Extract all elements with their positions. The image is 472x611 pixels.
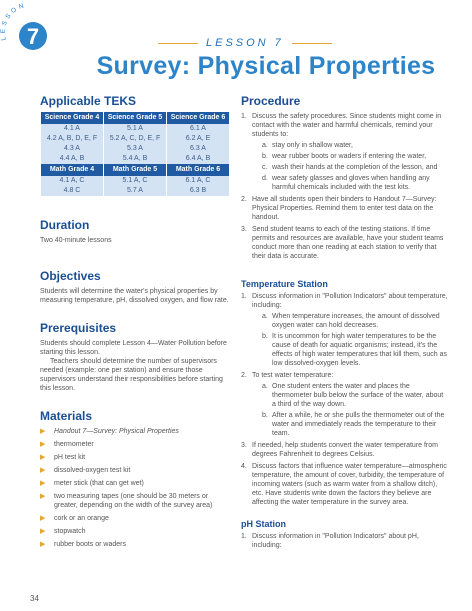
teks-header-row: [41, 164, 229, 176]
step-text: Discuss the safety procedures. Since students might come in contact with the water and harmful chemicals, remind your students to:: [252, 113, 442, 138]
teks-cell: 5.2 A, C, D, E, F: [104, 134, 166, 144]
teks-cell: 4.1 A, C: [41, 176, 103, 186]
teks-cell: 5.1 A: [104, 124, 166, 134]
material-text: rubber boots or waders: [54, 541, 126, 548]
teks-cell: 5.4 A, B: [104, 154, 166, 164]
step-text: Discuss information in "Pollution Indicators" about pH, including:: [252, 533, 419, 549]
teks-cell: 6.1 A: [167, 124, 229, 134]
step-item: [241, 112, 449, 192]
sub-step-item: [252, 141, 449, 150]
procedure-heading: Procedure: [241, 94, 301, 108]
teks-cell: 4.8 C: [41, 186, 103, 196]
step-number: 3.: [241, 442, 247, 449]
bullet-arrow-icon: ▶: [40, 515, 46, 522]
sub-step-list: [252, 141, 449, 192]
bullet-arrow-icon: ▶: [40, 528, 46, 535]
sub-step-text: One student enters the water and places the thermometer bulb below the surface of the water, about a third of the way down.: [272, 383, 444, 408]
material-item: [40, 440, 230, 449]
sub-step-letter: a.: [262, 142, 268, 149]
bullet-arrow-icon: ▶: [40, 428, 46, 435]
right-column: [241, 94, 449, 553]
teks-column-header: Science Grade 6: [167, 112, 229, 124]
bullet-arrow-icon: ▶: [40, 480, 46, 487]
material-text: thermometer: [54, 441, 94, 448]
teks-row: [41, 124, 229, 134]
sub-step-letter: d.: [262, 175, 268, 182]
teks-cell: 6.1 A, C: [167, 176, 229, 186]
lesson-header: [158, 37, 332, 49]
ph-station-heading: pH Station: [241, 519, 286, 529]
material-item: [40, 492, 230, 510]
teks-cell: 5.3 A: [104, 144, 166, 154]
lesson-number-icon: [0, 0, 60, 64]
material-item: [40, 466, 230, 475]
sub-step-letter: a.: [262, 313, 268, 320]
material-text: stopwatch: [54, 528, 86, 535]
step-number: 2.: [241, 372, 247, 379]
lesson-badge: [0, 0, 60, 64]
sub-step-text: stay only in shallow water,: [272, 142, 353, 149]
material-text: Handout 7—Survey: Physical Properties: [54, 428, 179, 435]
teks-cell: 6.3 A: [167, 144, 229, 154]
step-number: 1.: [241, 293, 247, 300]
duration-heading: Duration: [40, 218, 90, 232]
step-text: Discuss information in "Pollution Indicators" about temperature, including:: [252, 293, 448, 309]
step-item: [241, 441, 449, 459]
sub-step-item: [252, 152, 449, 161]
step-text: To test water temperature:: [252, 372, 334, 379]
sub-step-letter: c.: [262, 164, 268, 171]
badge-number: 7: [26, 24, 40, 49]
material-item: [40, 479, 230, 488]
sub-step-text: It is uncommon for high water temperatures to be the cause of death for aquatic organisms; instead, it's the effects of high water temperatures that kill them, such as low dissolved-oxygen levels.: [272, 333, 447, 367]
teks-column-header: Math Grade 6: [167, 164, 229, 176]
sub-step-text: wear rubber boots or waders if entering the water,: [272, 153, 427, 160]
objectives-text: Students will determine the water's physical properties by measuring temperature, pH, dissolved oxygen, and flow rate.: [40, 288, 229, 304]
page-number: 34: [30, 594, 39, 603]
step-text: Send student teams to each of the testing stations. If time permits and resources are available, have your student teams conduct more than one reading at each station to verify that their data is accurate.: [252, 226, 444, 260]
sub-step-text: When temperature increases, the amount of dissolved oxygen water can hold decreases.: [272, 313, 440, 329]
teks-column-header: Math Grade 5: [104, 164, 166, 176]
ph-list: [241, 532, 449, 550]
teks-cell: 4.1 A: [41, 124, 103, 134]
bullet-arrow-icon: ▶: [40, 467, 46, 474]
material-item: [40, 540, 230, 549]
teks-heading: Applicable TEKS: [40, 94, 137, 108]
teks-cell: 5.1 A, C: [104, 176, 166, 186]
material-text: two measuring tapes (one should be 30 meters or greater, depending on the width of the survey area): [54, 493, 213, 509]
step-item: [241, 292, 449, 368]
badge-arc-text: LESSON: [0, 1, 28, 41]
sub-step-letter: b.: [262, 412, 268, 419]
step-text: Have all students open their binders to Handout 7—Survey: Physical Properties. Remind them to enter test data on the handout.: [252, 196, 437, 221]
teks-row: [41, 186, 229, 196]
material-item: [40, 453, 230, 462]
material-text: dissolved-oxygen test kit: [54, 467, 131, 474]
sub-step-letter: b.: [262, 333, 268, 340]
bullet-arrow-icon: ▶: [40, 541, 46, 548]
step-number: 3.: [241, 226, 247, 233]
step-number: 1.: [241, 533, 247, 540]
lesson-label: LESSON 7: [206, 37, 284, 49]
materials-list: [40, 427, 230, 549]
material-text: meter stick (that can get wet): [54, 480, 144, 487]
bullet-arrow-icon: ▶: [40, 441, 46, 448]
teks-row: [41, 176, 229, 186]
step-item: [241, 195, 449, 222]
page-title: Survey: Physical Properties: [96, 52, 436, 80]
sub-step-item: [252, 312, 449, 330]
step-text: Discuss factors that influence water temperature—atmospheric temperature, the amount of cover, turbidity, the temperature of incoming waters (such as warm water from a shallow ditch), etc. Have students write down the factors they believe are affecting the water temperature in the survey area.: [252, 463, 447, 506]
bullet-arrow-icon: ▶: [40, 454, 46, 461]
temperature-list: [241, 292, 449, 507]
duration-text: Two 40-minute lessons: [40, 237, 112, 244]
sub-step-list: [252, 312, 449, 368]
teks-column-header: Math Grade 4: [41, 164, 103, 176]
teks-cell: 5.7 A: [104, 186, 166, 196]
step-text: If needed, help students convert the water temperature from degrees Fahrenheit to degrees Celsius.: [252, 442, 438, 458]
material-item: [40, 427, 230, 436]
sub-step-item: [252, 411, 449, 438]
step-number: 1.: [241, 113, 247, 120]
step-item: [241, 225, 449, 261]
teks-row: [41, 134, 229, 144]
procedure-list: [241, 112, 449, 261]
bullet-arrow-icon: ▶: [40, 493, 46, 500]
objectives-heading: Objectives: [40, 269, 101, 283]
sub-step-text: wear safety glasses and gloves when handling any harmful chemicals included with the test kits.: [272, 175, 430, 191]
teks-cell: 6.2 A, E: [167, 134, 229, 144]
teks-row: [41, 154, 229, 164]
prerequisites-text-1: Students should complete Lesson 4—Water Pollution before starting this lesson.: [40, 340, 227, 356]
step-number: 4.: [241, 463, 247, 470]
header-rule-right: [292, 43, 332, 44]
left-column: [40, 94, 230, 553]
teks-cell: 6.4 A, B: [167, 154, 229, 164]
sub-step-letter: b.: [262, 153, 268, 160]
sub-step-list: [252, 382, 449, 438]
material-text: pH test kit: [54, 454, 86, 461]
step-item: [241, 532, 449, 550]
teks-column-header: Science Grade 4: [41, 112, 103, 124]
teks-cell: 4.2 A, B, D, E, F: [41, 134, 103, 144]
header-rule-left: [158, 43, 198, 44]
prerequisites-heading: Prerequisites: [40, 321, 117, 335]
teks-cell: 4.4 A, B: [41, 154, 103, 164]
prerequisites-text-2: Teachers should determine the number of supervisors needed (example: one per station) and ensure those supervisors understand their responsibilities before starting this lesson.: [40, 358, 223, 392]
step-item: [241, 371, 449, 438]
teks-cell: 6.3 B: [167, 186, 229, 196]
teks-cell: 4.3 A: [41, 144, 103, 154]
material-item: [40, 527, 230, 536]
step-item: [241, 462, 449, 507]
sub-step-text: wash their hands at the completion of the lesson, and: [272, 164, 438, 171]
material-text: cork or an orange: [54, 515, 109, 522]
teks-header-row: [41, 112, 229, 124]
sub-step-letter: a.: [262, 383, 268, 390]
sub-step-text: After a while, he or she pulls the thermometer out of the water and immediately reads the temperature to their team.: [272, 412, 445, 437]
material-item: [40, 514, 230, 523]
materials-heading: Materials: [40, 409, 93, 423]
sub-step-item: [252, 174, 449, 192]
step-number: 2.: [241, 196, 247, 203]
teks-table: [40, 112, 230, 196]
sub-step-item: [252, 332, 449, 368]
temperature-station-heading: Temperature Station: [241, 279, 328, 289]
teks-column-header: Science Grade 5: [104, 112, 166, 124]
sub-step-item: [252, 163, 449, 172]
sub-step-item: [252, 382, 449, 409]
teks-row: [41, 144, 229, 154]
